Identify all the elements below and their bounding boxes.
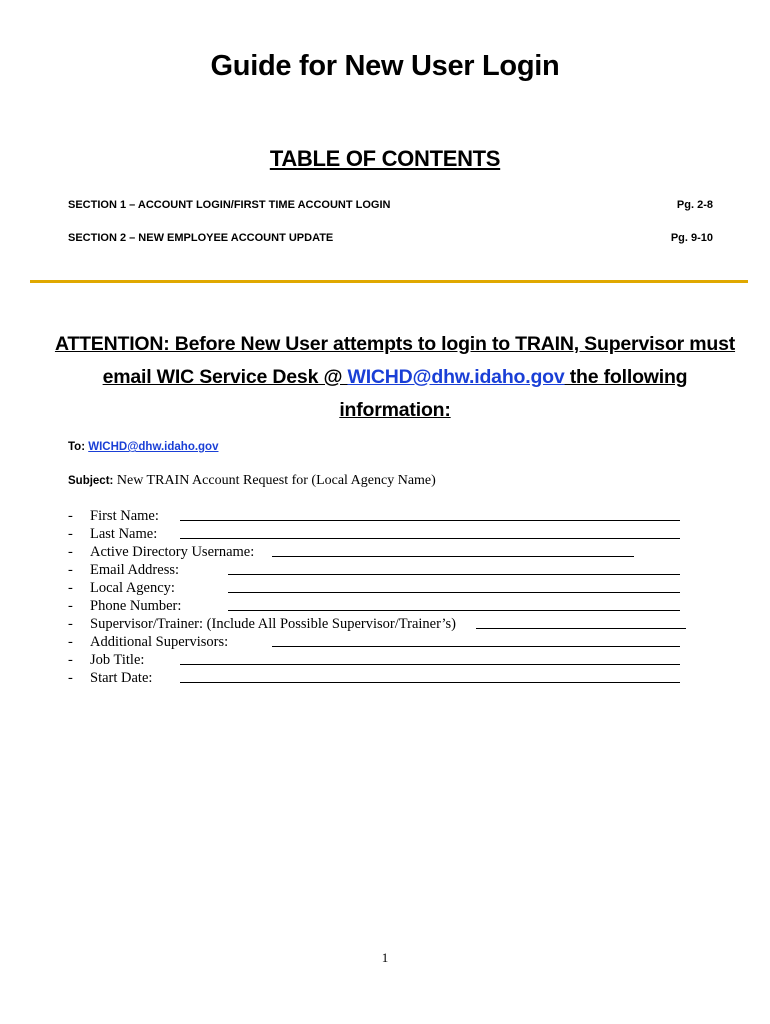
list-bullet: - bbox=[68, 562, 73, 578]
blank-line bbox=[228, 574, 680, 575]
blank-line bbox=[228, 592, 680, 593]
to-email-link[interactable]: WICHD@dhw.idaho.gov bbox=[88, 441, 219, 453]
field-label: Additional Supervisors: bbox=[90, 634, 229, 650]
blank-line bbox=[272, 556, 634, 557]
toc-page-range: Pg. 2-8 bbox=[676, 199, 713, 211]
page-title: Guide for New User Login bbox=[210, 50, 560, 82]
list-item bbox=[68, 543, 708, 561]
email-subject-line bbox=[68, 473, 436, 489]
to-label: To: bbox=[68, 441, 89, 453]
section-divider bbox=[30, 280, 748, 283]
list-item bbox=[68, 633, 708, 651]
list-item bbox=[68, 651, 708, 669]
list-bullet: - bbox=[68, 616, 73, 632]
field-label: Local Agency: bbox=[90, 580, 175, 596]
blank-line bbox=[228, 610, 680, 611]
toc-row bbox=[68, 199, 713, 211]
field-label: First Name: bbox=[90, 508, 159, 524]
list-bullet: - bbox=[68, 634, 73, 650]
list-bullet: - bbox=[68, 508, 73, 524]
blank-line bbox=[180, 664, 680, 665]
list-item bbox=[68, 669, 708, 687]
field-label: Supervisor/Trainer: (Include All Possible Supervisor/Trainer’s) bbox=[90, 616, 456, 632]
list-bullet: - bbox=[68, 544, 73, 560]
toc-section-label: SECTION 1 – ACCOUNT LOGIN/FIRST TIME ACCOUNT LOGIN bbox=[68, 199, 391, 211]
blank-line bbox=[180, 520, 680, 521]
list-bullet: - bbox=[68, 670, 73, 686]
blank-line bbox=[180, 682, 680, 683]
field-label: Last Name: bbox=[90, 526, 158, 542]
field-label: Phone Number: bbox=[90, 598, 182, 614]
field-label: Active Directory Username: bbox=[90, 544, 255, 560]
list-item bbox=[68, 597, 708, 615]
blank-line bbox=[476, 628, 686, 629]
list-item bbox=[68, 525, 708, 543]
list-bullet: - bbox=[68, 598, 73, 614]
attention-text-part1: ATTENTION: Before New User attempts to login to TRAIN, Supervisor must email WIC Service Desk @ bbox=[54, 333, 736, 388]
field-label: Job Title: bbox=[90, 652, 145, 668]
field-label: Email Address: bbox=[90, 562, 180, 578]
list-bullet: - bbox=[68, 580, 73, 596]
page-number: 1 bbox=[381, 950, 389, 965]
toc-page-range: Pg. 9-10 bbox=[670, 232, 713, 244]
subject-text: New TRAIN Account Request for (Local Agency Name) bbox=[113, 473, 436, 488]
attention-notice bbox=[50, 328, 740, 427]
blank-line bbox=[272, 646, 680, 647]
service-desk-email-link[interactable]: WICHD@dhw.idaho.gov bbox=[347, 366, 565, 388]
email-to-line bbox=[68, 441, 218, 453]
subject-label: Subject: bbox=[68, 475, 114, 487]
request-fields-list bbox=[68, 507, 708, 687]
toc-row bbox=[68, 232, 713, 244]
blank-line bbox=[180, 538, 680, 539]
toc-heading: TABLE OF CONTENTS bbox=[269, 146, 501, 171]
field-label: Start Date: bbox=[90, 670, 153, 686]
list-item bbox=[68, 507, 708, 525]
list-item bbox=[68, 561, 708, 579]
attention-text-part2: the following information: bbox=[339, 366, 688, 421]
list-bullet: - bbox=[68, 526, 73, 542]
list-item bbox=[68, 615, 708, 633]
list-item bbox=[68, 579, 708, 597]
list-bullet: - bbox=[68, 652, 73, 668]
toc-section-label: SECTION 2 – NEW EMPLOYEE ACCOUNT UPDATE bbox=[68, 232, 334, 244]
